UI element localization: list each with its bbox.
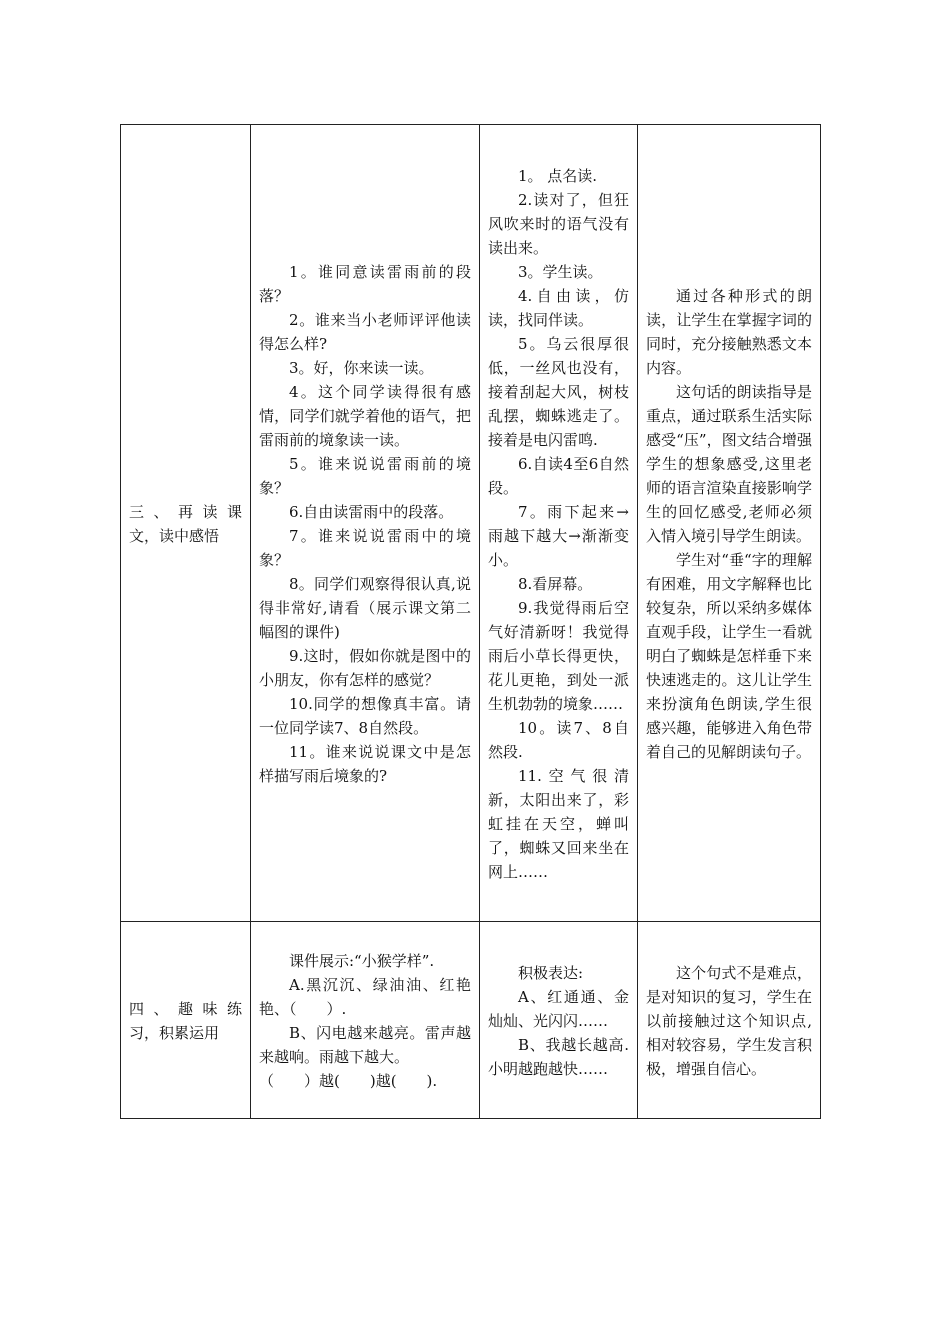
student-line: B、我越长越高.小明越跑越快…… — [488, 1036, 629, 1078]
student-line: 10。读7、8自然段. — [488, 719, 629, 761]
teacher-line: 8。同学们观察得很认真,说得非常好,请看（展示课文第二幅图的课件) — [259, 575, 471, 641]
student-line: 4.自由读，仿读，找同伴读。 — [488, 287, 629, 329]
intent-paragraph: 学生对“垂“字的理解有困难，用文字解释也比较复杂，所以采纳多媒体直观手段，让学生一看就明白了蜘蛛是怎样垂下来快速逃走的。这儿让学生来扮演角色朗读,学生很感兴趣，能够进入角色带着自己的见解朗读句子。 — [646, 551, 812, 761]
teacher-activity-cell — [251, 922, 480, 1119]
student-activity-cell — [480, 125, 638, 922]
teacher-line: 5。谁来说说雷雨前的境象？ — [259, 455, 471, 497]
teacher-line: 7。谁来说说雷雨中的境象？ — [259, 527, 471, 569]
lesson-plan-table — [120, 124, 821, 1119]
teacher-activity-cell — [251, 125, 480, 922]
student-line: 积极表达: — [518, 964, 584, 982]
teacher-line: 9.这时，假如你就是图中的小朋友，你有怎样的感觉？ — [259, 647, 471, 689]
student-activity-cell — [480, 922, 638, 1119]
teacher-line: A.黑沉沉、绿油油、红艳艳、（ ）. — [259, 976, 471, 1018]
stage-label: 四 、 趣 味 练 习，积累运用 — [129, 1000, 242, 1042]
student-line: 8.看屏幕。 — [518, 575, 593, 593]
teacher-line: 6.自由读雷雨中的段落。 — [289, 503, 454, 521]
student-line: 1。 点名读. — [518, 167, 598, 185]
intent-paragraph: 这句话的朗读指导是重点，通过联系生活实际感受“压”，图文结合增强学生的想象感受,这里老师的语言渲染直接影响学生的回忆感受,老师必须入情入境引导学生朗读。 — [646, 383, 812, 545]
student-line: 2.读对了，但狂风吹来时的语气没有读出来。 — [488, 191, 629, 257]
student-line: 5。乌云很厚很低，一丝风也没有，接着刮起大风，树枝乱摆，蜘蛛逃走了。接着是电闪雷鸣. — [488, 335, 629, 449]
teacher-line: 2。谁来当小老师评评他读得怎么样? — [259, 311, 471, 353]
design-intent-cell — [638, 922, 821, 1119]
student-line: 6.自读4至6自然段。 — [488, 455, 629, 497]
stage-cell — [121, 922, 251, 1119]
stage-label: 三 、 再 读 课 文，读中感悟 — [129, 503, 242, 545]
teacher-line: B、闪电越来越亮。雷声越来越响。雨越下越大。 — [259, 1024, 471, 1066]
student-line: A、红通通、金灿灿、光闪闪…… — [488, 988, 629, 1030]
teacher-line: 课件展示:“小猴学样”. — [289, 952, 435, 970]
teacher-line: （ ）越( )越( ). — [259, 1072, 438, 1090]
teacher-line: 10.同学的想像真丰富。请一位同学读7、8自然段。 — [259, 695, 471, 737]
student-line: 3。学生读。 — [518, 263, 603, 281]
stage-cell — [121, 125, 251, 922]
design-intent-cell — [638, 125, 821, 922]
intent-paragraph: 这个句式不是难点，是对知识的复习，学生在以前接触过这个知识点,相对较容易，学生发言积极，增强自信心。 — [646, 964, 812, 1078]
student-line: 7。雨下起来→雨越下越大→渐渐变小。 — [488, 503, 629, 569]
table-row-practice — [121, 922, 821, 1119]
teacher-line: 4。这个同学读得很有感情，同学们就学着他的语气，把雷雨前的境象读一读。 — [259, 383, 471, 449]
teacher-line: 3。好，你来读一读。 — [289, 359, 434, 377]
intent-paragraph: 通过各种形式的朗读，让学生在掌握字词的同时，充分接触熟悉文本内容。 — [646, 287, 812, 377]
student-line: 9.我觉得雨后空气好清新呀！我觉得雨后小草长得更快，花儿更艳，到处一派生机勃勃的境象…… — [488, 599, 629, 713]
teacher-line: 11。谁来说说课文中是怎样描写雨后境象的? — [259, 743, 471, 785]
student-line: 11.空气很清新，太阳出来了，彩虹挂在天空，蝉叫了，蜘蛛又回来坐在网上…… — [488, 767, 629, 881]
teacher-line: 1。谁同意读雷雨前的段落？ — [259, 263, 471, 305]
table-row-reread — [121, 125, 821, 922]
